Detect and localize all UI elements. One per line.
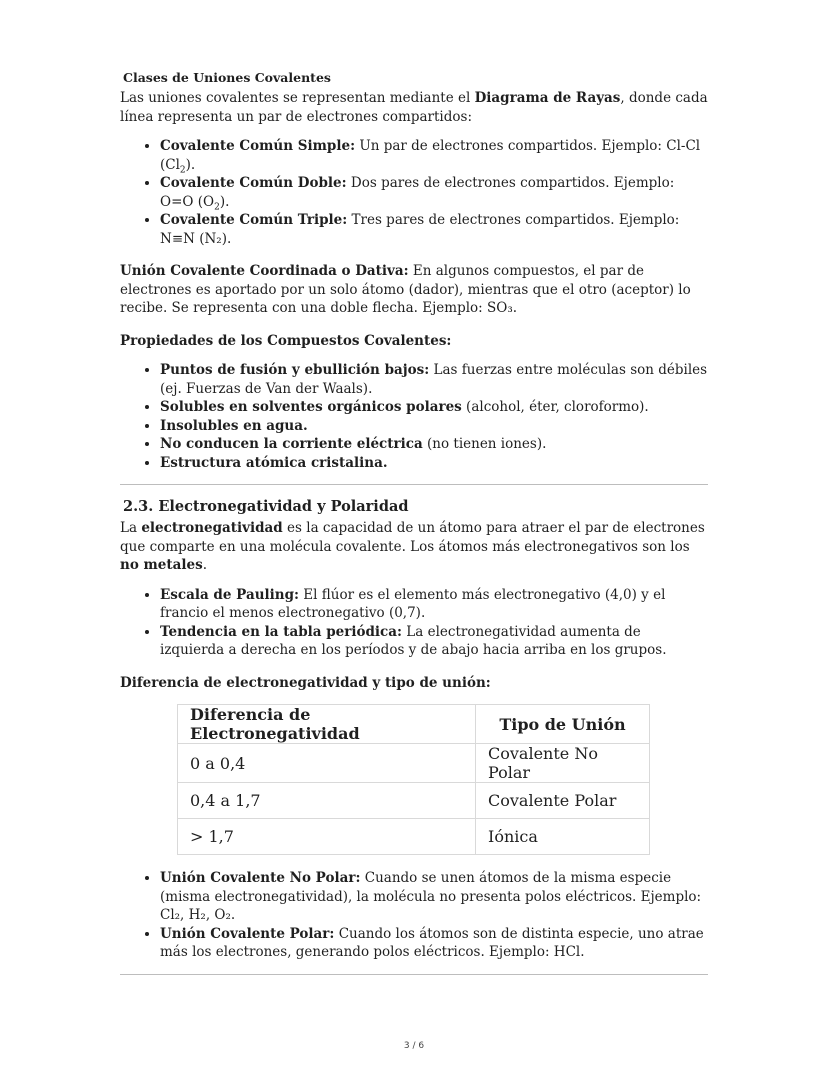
list-item: • Estructura atómica cristalina.	[160, 454, 708, 473]
table-row	[178, 819, 650, 855]
table-cell: 0 a 0,4	[178, 744, 476, 783]
table-cell: Covalente No Polar	[476, 744, 650, 783]
list-item: • Puntos de fusión y ebullición bajos: Las fuerzas entre moléculas son débiles (ej. Fuerzas de Van der Waals).	[160, 361, 708, 398]
electronegativity-table	[177, 704, 650, 855]
dativa-paragraph: Unión Covalente Coordinada o Dativa: En algunos compuestos, el par de electrones es aportado por un solo átomo (dador), mientras que el otro (aceptor) lo recibe. Se representa con una doble flecha. Ejemplo: SO₃.	[120, 263, 691, 316]
section-heading: 2.3. Electronegatividad y Polaridad	[123, 498, 409, 515]
table-cell: 0,4 a 1,7	[178, 783, 476, 819]
table-row	[178, 783, 650, 819]
list-item: • Covalente Común Doble: Dos pares de electrones compartidos. Ejemplo: O=O $(O_2)$.	[160, 174, 708, 211]
list-item: • Solubles en solventes orgánicos polares (alcohol, éter, cloroformo).	[160, 398, 708, 417]
propiedades-list	[120, 361, 708, 472]
table-cell: > 1,7	[178, 819, 476, 855]
table-cell: Iónica	[476, 819, 650, 855]
propiedades-title: Propiedades de los Compuestos Covalentes:	[120, 332, 452, 349]
list-item: • Covalente Común Triple: Tres pares de electrones compartidos. Ejemplo: N≡N (N₂).	[160, 211, 708, 248]
polar-list	[120, 869, 708, 962]
table-header-row	[178, 705, 650, 744]
list-item: • No conducen la corriente eléctrica (no tienen iones).	[160, 435, 708, 454]
diff-title: Diferencia de electronegatividad y tipo de unión:	[120, 674, 491, 691]
section-divider	[120, 974, 708, 975]
list-item: • Unión Covalente Polar: Cuando los átomos son de distinta especie, uno atrae más los electrones, generando polos eléctricos. Ejemplo: HCl.	[160, 925, 708, 962]
list-item: • Tendencia en la tabla periódica: La electronegatividad aumenta de izquierda a derecha en los períodos y de abajo hacia arriba en los grupos.	[160, 623, 708, 660]
electro-paragraph: La electronegatividad es la capacidad de un átomo para atraer el par de electrones que comparte en una molécula covalente. Los átomos más electronegativos son los no metales.	[120, 520, 705, 573]
page-number: 3 / 6	[403, 1041, 425, 1051]
clases-intro: Las uniones covalentes se representan mediante el Diagrama de Rayas, donde cada línea representa un par de electrones compartidos:	[120, 90, 708, 125]
document-page	[120, 70, 708, 975]
list-item: • Covalente Común Simple: Un par de electrones compartidos. Ejemplo: Cl-Cl $(Cl_2)$.	[160, 137, 708, 174]
table-row	[178, 744, 650, 783]
clases-list	[120, 137, 708, 248]
table-header: Diferencia de Electronegatividad	[178, 705, 476, 744]
table-cell: Covalente Polar	[476, 783, 650, 819]
clases-title: Clases de Uniones Covalentes	[123, 70, 331, 85]
list-item: • Escala de Pauling: El flúor es el elemento más electronegativo (4,0) y el francio el menos electronegativo (0,7).	[160, 586, 708, 623]
list-item: • Insolubles en agua.	[160, 417, 708, 436]
electro-list	[120, 586, 708, 660]
list-item: • Unión Covalente No Polar: Cuando se unen átomos de la misma especie (misma electronegatividad), la molécula no presenta polos eléctricos. Ejemplo: Cl₂, H₂, O₂.	[160, 869, 708, 925]
table-header: Tipo de Unión	[476, 705, 650, 744]
